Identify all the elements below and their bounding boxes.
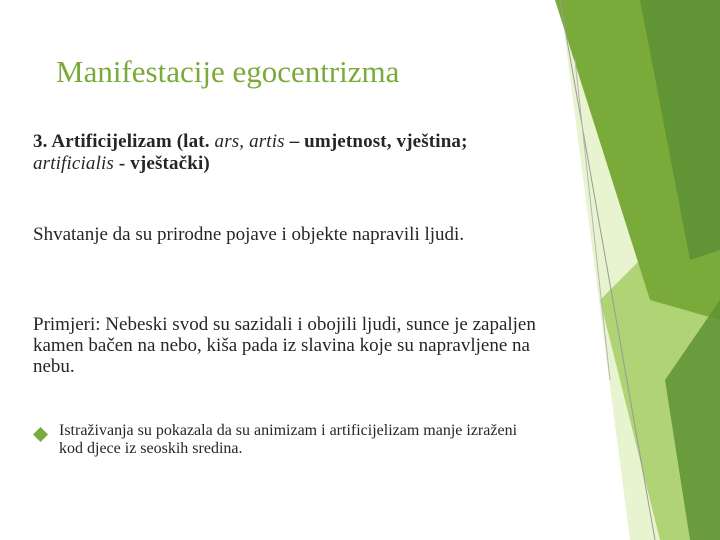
heading-text-1: 3. Artificijelizam (lat.	[33, 131, 215, 152]
section-heading	[33, 131, 503, 175]
heading-text-2: – umjetnost, vještina;	[284, 131, 468, 152]
slide-title: Manifestacije egocentrizma	[56, 54, 400, 89]
diamond-bullet-icon	[33, 427, 48, 442]
heading-text-3: - vještački)	[113, 153, 210, 174]
bullet-text: Istraživanja su pokazala da su animizam i artificijelizam manje izraženi kod djece iz seoskih sredina.	[59, 422, 518, 457]
heading-italic-2: artificialis	[33, 153, 114, 174]
heading-italic-1: ars, artis	[214, 131, 285, 152]
paragraph-definition: Shvatanje da su prirodne pojave i objekte napravili ljudi.	[33, 224, 465, 245]
paragraph-examples: Primjeri: Nebeski svod su sazidali i obojili ljudi, sunce je zapaljen kamen bačen na nebo, kiša pada iz slavina koje su napravljene na nebu.	[33, 314, 536, 377]
